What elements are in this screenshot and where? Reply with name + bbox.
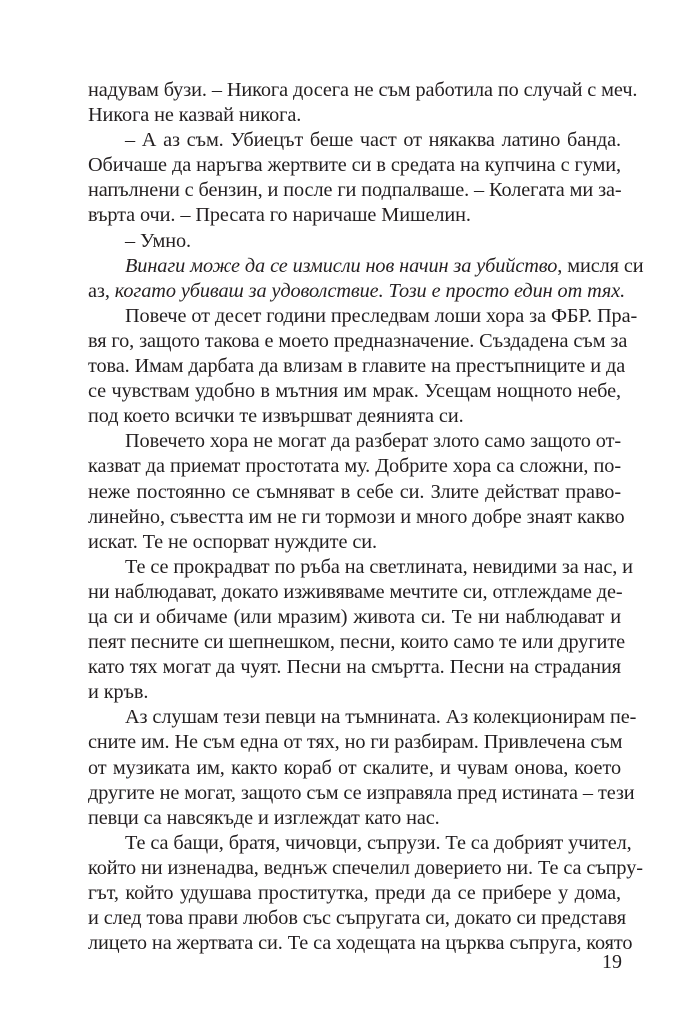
text-line: ни наблюдават, докато изживяваме мечтите си, отглеждаме де- bbox=[88, 580, 623, 603]
text-line: искат. Те не оспорват нуждите си. bbox=[88, 530, 377, 553]
paragraph-2 bbox=[88, 128, 621, 228]
text-line: – А аз съм. Убиецът беше част от някаква латино банда. bbox=[125, 129, 621, 152]
text-line: от музиката им, както кораб от скалите, и чувам онова, което bbox=[88, 756, 621, 779]
text-line: който ни изненадва, веднъж спечелил доверието ни. Те са съпру- bbox=[88, 856, 643, 879]
text-line: под което всички те извършват деянията си. bbox=[88, 405, 464, 428]
text-line: пеят песните си шепнешком, песни, които само те или другите bbox=[88, 631, 625, 654]
text-line: Аз слушам тези певци на тъмнината. Аз колекционирам пе- bbox=[125, 706, 637, 729]
paragraph-5 bbox=[88, 304, 638, 429]
text-line-mixed bbox=[88, 254, 644, 279]
paragraph-6 bbox=[88, 429, 625, 554]
text-line: се чувствам удобно в мътния им мрак. Усещам нощното небе, bbox=[88, 380, 621, 403]
text-line: линейно, съвестта им не ги тормози и много добре знаят какво bbox=[88, 505, 625, 528]
text-line: лицето на жертвата си. Те са ходещата на църква съпруга, която bbox=[88, 932, 633, 955]
text-line: вя го, защото такова е моето предназначение. Създадена съм за bbox=[88, 329, 628, 352]
text-line: Те се прокрадват по ръба на светлината, невидими за нас, и bbox=[125, 555, 633, 578]
page-number: 19 bbox=[602, 951, 622, 973]
text-line: Повечето хора не могат да разберат злото само защото от- bbox=[125, 430, 621, 453]
text-line: Обичаше да наръгва жертвите си в средата на купчина с гуми, bbox=[88, 154, 621, 177]
italic-text: когато убиваш за удоволствие. Този е просто един от тях. bbox=[114, 279, 626, 302]
text-line: – Умно. bbox=[125, 229, 191, 252]
paragraph-1 bbox=[88, 78, 638, 128]
paragraph-7 bbox=[88, 555, 633, 706]
paragraph-8 bbox=[88, 705, 637, 830]
regular-text: , мисля си bbox=[557, 254, 644, 277]
paragraph-9 bbox=[88, 831, 643, 956]
text-line: надувам бузи. – Никога досега не съм работила по случай с меч. bbox=[88, 79, 638, 101]
text-line: върта очи. – Пресата го наричаше Мишелин. bbox=[88, 204, 471, 227]
paragraph-4-italic-thought bbox=[88, 254, 644, 304]
paragraph-3 bbox=[88, 229, 621, 254]
text-line: Никога не казвай никога. bbox=[88, 104, 302, 127]
text-line: сните им. Не съм една от тях, но ги разбирам. Привлечена съм bbox=[88, 731, 623, 754]
text-line: другите не могат, защото съм се изправяла пред истината – тези bbox=[88, 781, 635, 804]
text-line: гът, който удушава проститутка, преди да се прибере у дома, bbox=[88, 882, 621, 904]
text-line-mixed bbox=[88, 279, 626, 304]
text-line: неже постоянно се съмняват в себе си. Злите действат право- bbox=[88, 480, 621, 503]
text-line: напълнени с бензин, и после ги подпалваше. – Колегата ми за- bbox=[88, 179, 622, 202]
text-line: и кръв. bbox=[88, 681, 149, 704]
text-line: това. Имам дарбата да влизам в главите на престъпниците и да bbox=[88, 355, 626, 378]
text-line: казват да приемат простотата му. Добрите хора са сложни, по- bbox=[88, 455, 621, 478]
book-page-text bbox=[88, 78, 644, 956]
text-line: Те са бащи, братя, чичовци, съпрузи. Те са добрият учител, bbox=[125, 831, 632, 854]
regular-text: аз, bbox=[88, 279, 115, 302]
text-line: ца си и обичаме (или мразим) живота си. Те ни наблюдават и bbox=[88, 605, 621, 628]
text-line: Повече от десет години преследвам лоши хора за ФБР. Пра- bbox=[125, 304, 638, 327]
text-line: певци са навсякъде и изглеждат като нас. bbox=[88, 806, 440, 829]
italic-text: Винаги може да се измисли нов начин за убийство bbox=[125, 254, 558, 277]
text-line: и след това прави любов със съпругата си, докато си представя bbox=[88, 907, 626, 930]
text-line: като тях могат да чуят. Песни на смъртта. Песни на страдания bbox=[88, 656, 621, 679]
